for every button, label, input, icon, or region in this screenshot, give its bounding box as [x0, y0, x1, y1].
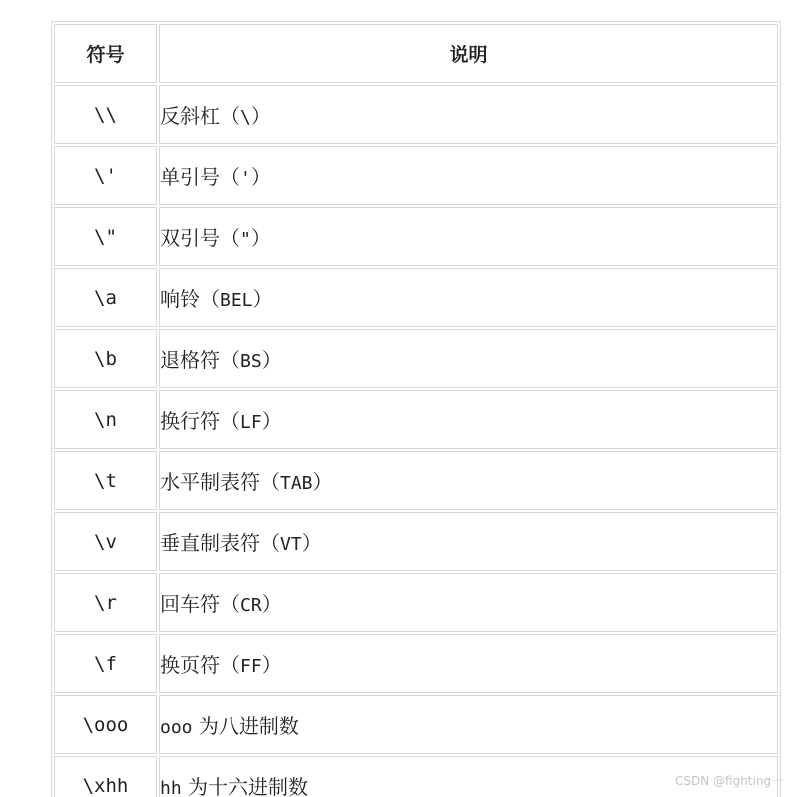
description-tail: ） — [252, 287, 273, 311]
description-text: 换页符（ — [160, 653, 240, 677]
description-text: 退格符（ — [160, 348, 240, 372]
description-tail: ） — [261, 653, 282, 677]
description-tail: ） — [261, 348, 282, 372]
description-cell — [159, 451, 778, 510]
description-tail: ） — [301, 531, 322, 555]
description-tail: ） — [261, 409, 282, 433]
header-symbol: 符号 — [54, 24, 157, 83]
code-text: TAB — [280, 473, 313, 494]
symbol-cell: \' — [54, 146, 157, 205]
description-text: 双引号（ — [160, 226, 240, 250]
symbol-cell: \f — [54, 634, 157, 693]
description-text: 垂直制表符（ — [160, 531, 280, 555]
escape-sequence-table — [51, 21, 784, 797]
symbol-cell: \b — [54, 329, 157, 388]
table-row — [54, 146, 778, 205]
table-row — [54, 756, 778, 797]
description-tail: ） — [250, 226, 271, 250]
watermark: CSDN @fighting一 — [675, 774, 784, 788]
description-text: 水平制表符（ — [160, 470, 280, 494]
table-row — [54, 85, 778, 144]
table-row — [54, 390, 778, 449]
code-text: BEL — [220, 290, 253, 311]
header-description: 说明 — [159, 24, 778, 83]
description-cell — [159, 390, 778, 449]
code-text: ooo — [160, 717, 193, 738]
code-text: VT — [280, 534, 302, 555]
description-cell — [159, 146, 778, 205]
code-text: hh — [160, 778, 182, 797]
table-row — [54, 329, 778, 388]
table-row — [54, 573, 778, 632]
description-cell — [159, 573, 778, 632]
description-cell — [159, 329, 778, 388]
symbol-cell: \ooo — [54, 695, 157, 754]
description-cell — [159, 634, 778, 693]
description-text: 换行符（ — [160, 409, 240, 433]
symbol-cell: \r — [54, 573, 157, 632]
code-text: FF — [240, 656, 262, 677]
description-text: 反斜杠（ — [160, 104, 240, 128]
table-row — [54, 268, 778, 327]
code-text: \ — [240, 107, 251, 128]
description-tail: ） — [312, 470, 333, 494]
symbol-cell: \xhh — [54, 756, 157, 797]
description-cell — [159, 268, 778, 327]
description-cell — [159, 695, 778, 754]
description-text: 响铃（ — [160, 287, 220, 311]
symbol-cell: \" — [54, 207, 157, 266]
description-tail: ） — [250, 104, 271, 128]
code-text: LF — [240, 412, 262, 433]
description-text: 单引号（ — [160, 165, 240, 189]
table-row — [54, 512, 778, 571]
symbol-cell: \\ — [54, 85, 157, 144]
symbol-cell: \a — [54, 268, 157, 327]
table-header-row — [54, 24, 778, 83]
code-text: CR — [240, 595, 262, 616]
table-row — [54, 207, 778, 266]
description-text: 为十六进制数 — [181, 775, 309, 797]
symbol-cell: \v — [54, 512, 157, 571]
code-text: ' — [240, 168, 251, 189]
code-text: " — [240, 229, 251, 250]
description-tail: ） — [250, 165, 271, 189]
description-text: 为八进制数 — [192, 714, 299, 738]
table-row — [54, 634, 778, 693]
table-row — [54, 451, 778, 510]
description-cell — [159, 207, 778, 266]
description-tail: ） — [261, 592, 282, 616]
description-cell — [159, 85, 778, 144]
description-cell — [159, 512, 778, 571]
symbol-cell: \t — [54, 451, 157, 510]
symbol-cell: \n — [54, 390, 157, 449]
table-row — [54, 695, 778, 754]
code-text: BS — [240, 351, 262, 372]
description-text: 回车符（ — [160, 592, 240, 616]
